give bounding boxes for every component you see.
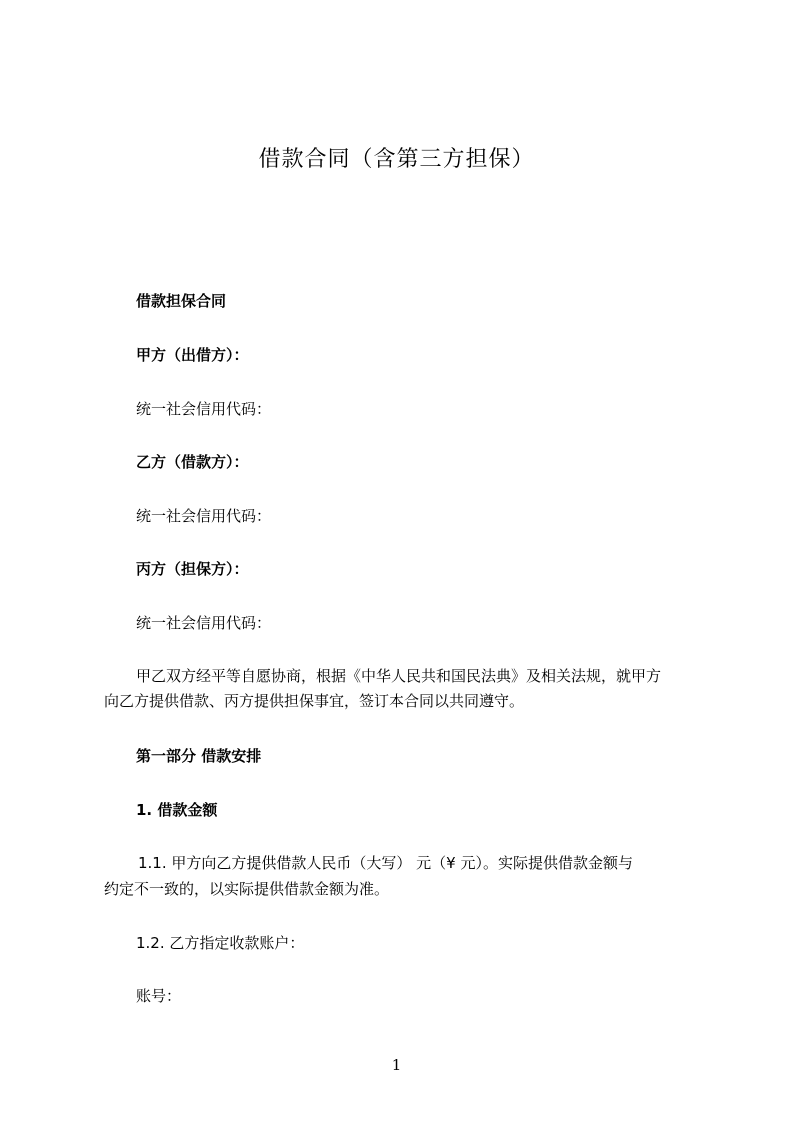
- account-number-label: 账号：: [136, 987, 182, 1005]
- party-c-label: 丙方（担保方）：: [136, 560, 249, 578]
- part-one-heading: 第一部分 借款安排: [136, 747, 262, 765]
- party-c-credit-code: 统一社会信用代码：: [136, 614, 272, 632]
- clause-1-2: 1.2. 乙方指定收款账户：: [136, 934, 305, 952]
- clause-1-1-line-2: 约定不一致的，以实际提供借款金额为准。: [104, 880, 390, 898]
- intro-paragraph-line-1: 甲乙双方经平等自愿协商，根据《中华人民共和国民法典》及相关法规，就甲方: [136, 667, 662, 685]
- clause-1-1-line-1: 1.1. 甲方向乙方提供借款人民币（大写） 元（¥ 元）。实际提供借款金额与: [138, 854, 633, 872]
- party-b-label: 乙方（借款方）：: [136, 453, 249, 471]
- page-number: 1: [391, 1056, 402, 1074]
- section-1-heading: 1. 借款金额: [136, 801, 218, 819]
- party-b-credit-code: 统一社会信用代码：: [136, 507, 272, 525]
- intro-paragraph-line-2: 向乙方提供借款、丙方提供担保事宜，签订本合同以共同遵守。: [104, 692, 525, 710]
- party-a-label: 甲方（出借方）：: [136, 346, 249, 364]
- contract-heading: 借款担保合同: [136, 292, 227, 310]
- document-title: 借款合同（含第三方担保）: [258, 147, 535, 172]
- party-a-credit-code: 统一社会信用代码：: [136, 400, 272, 418]
